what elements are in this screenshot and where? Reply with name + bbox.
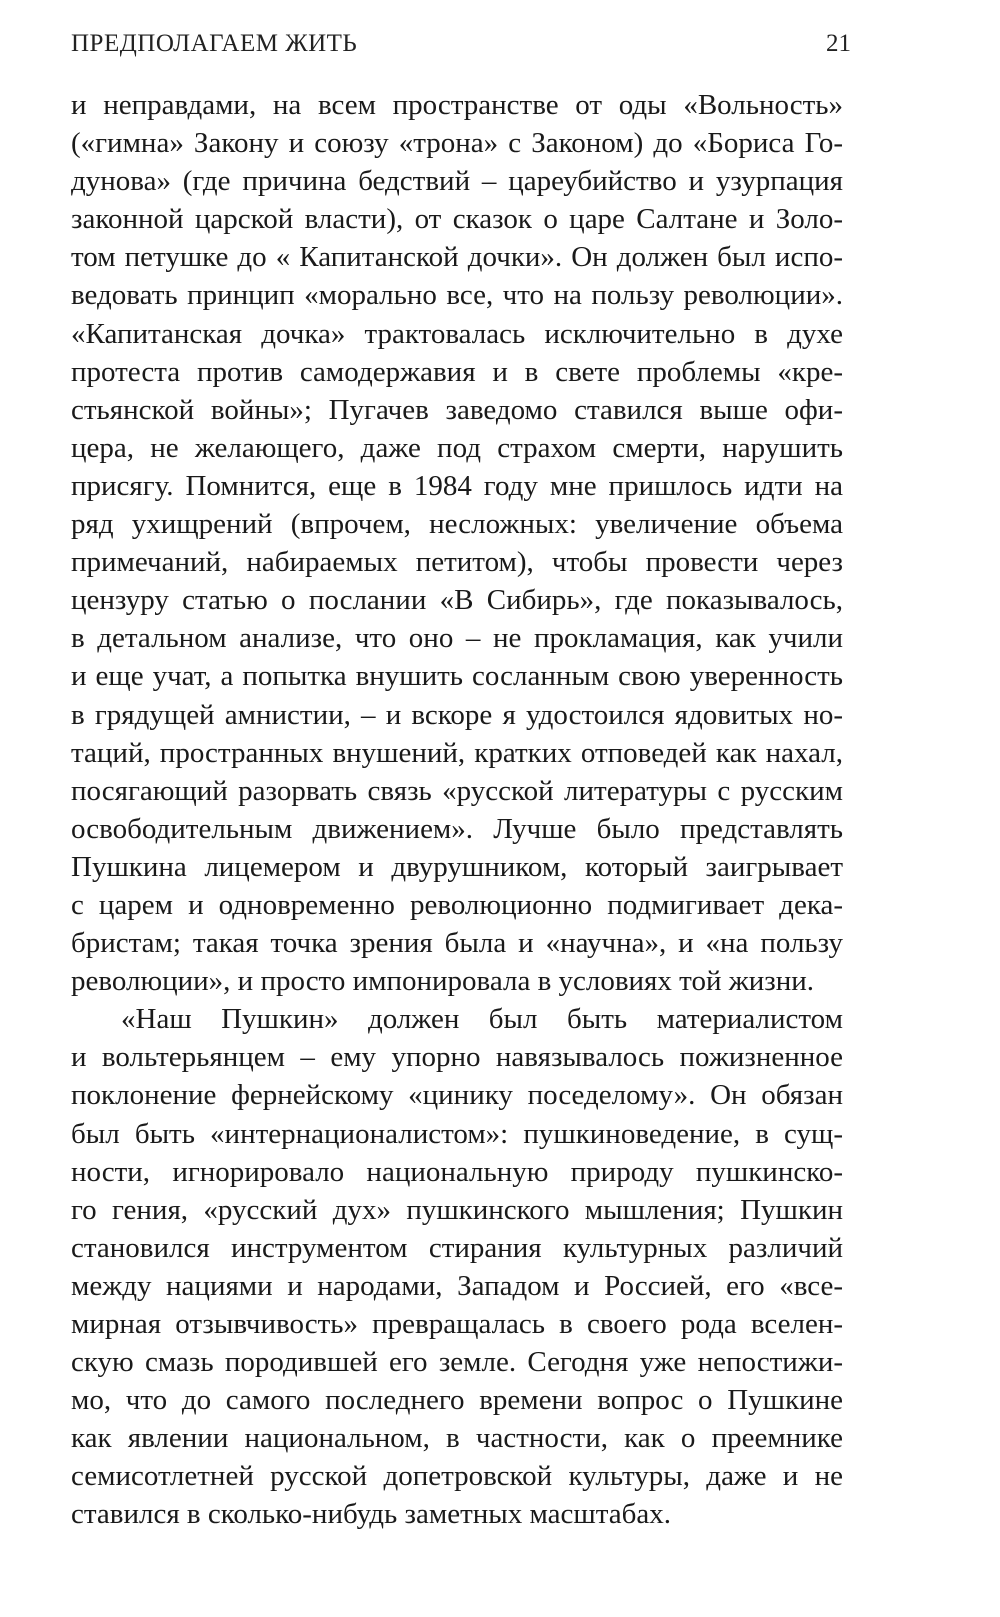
text-line: ности, игнорировало национальную природу пушкинско- (71, 1155, 843, 1188)
text-line: бристам; такая точка зрения была и «научна», и «на пользу (71, 927, 843, 960)
text-line: скую смазь породившей его земле. Сегодня уже непостижи- (71, 1346, 843, 1379)
text-line: «Наш Пушкин» должен был быть материалистом (121, 1003, 843, 1036)
text-line: ведовать принцип «морально все, что на пользу революции». (71, 279, 843, 312)
text-line: ряд ухищрений (впрочем, несложных: увеличение объема (71, 508, 843, 541)
text-line: ставился в сколько-нибудь заметных масштабах. (71, 1498, 672, 1531)
text-line: законной царской власти), от сказок о царе Салтане и Золо- (71, 203, 843, 236)
text-line: с царем и одновременно революционно подмигивает дека- (71, 888, 843, 921)
body-text (71, 86, 843, 1534)
paragraph (71, 86, 843, 1000)
text-line: мо, что до самого последнего времени вопрос о Пушкине (71, 1384, 843, 1417)
text-line: как явлении национальном, в частности, как о преемнике (71, 1422, 843, 1455)
text-line: семисотлетней русской допетровской культуры, даже и не (71, 1460, 843, 1493)
text-line: цера, не желающего, даже под страхом смерти, нарушить (71, 431, 843, 464)
running-title: ПРЕДПОЛАГАЕМ ЖИТЬ (71, 30, 358, 57)
paragraph (71, 1000, 843, 1533)
text-line: протеста против самодержавия и в свете проблемы «кре- (71, 355, 843, 388)
text-line: поклонение фернейскому «цинику поседелому». Он обязан (71, 1079, 843, 1112)
text-line: присягу. Помнится, еще в 1984 году мне пришлось идти на (71, 469, 843, 502)
text-line: революции», и просто импонировала в условиях той жизни. (71, 965, 815, 998)
text-line: том петушке до « Капитанской дочки». Он должен был испо- (71, 241, 843, 274)
text-line: Пушкина лицемером и двурушником, который заигрывает (71, 850, 843, 883)
text-line: в детальном анализе, что оно – не прокламация, как учили (71, 622, 843, 655)
text-line: освободительным движением». Лучше было представлять (71, 812, 843, 845)
text-line: и еще учат, а попытка внушить сосланным свою уверенность (71, 660, 843, 693)
text-line: между нациями и народами, Западом и Россией, его «все- (71, 1269, 843, 1302)
text-line: дунова» (где причина бедствий – цареубийство и узурпация (71, 165, 843, 198)
text-line: посягающий разорвать связь «русской литературы с русским (71, 774, 843, 807)
text-line: мирная отзывчивость» превращалась в своего рода вселен- (71, 1308, 843, 1340)
text-line: был быть «интернационалистом»: пушкиноведение, в сущ- (71, 1117, 843, 1150)
text-line: стьянской войны»; Пугачев заведомо ставился выше офи- (71, 393, 843, 426)
text-line: и вольтерьянцем – ему упорно навязывалось пожизненное (71, 1041, 843, 1074)
running-head (71, 30, 851, 70)
text-line: и неправдами, на всем пространстве от оды «Вольность» (71, 89, 843, 121)
text-line: примечаний, набираемых петитом), чтобы провести через (71, 546, 843, 579)
text-line: «Капитанская дочка» трактовалась исключительно в духе (71, 317, 843, 350)
page-number: 21 (826, 30, 851, 57)
text-line: го гения, «русский дух» пушкинского мышления; Пушкин (71, 1193, 843, 1226)
text-line: цензуру статью о послании «В Сибирь», где показывалось, (71, 584, 843, 617)
text-line: таций, пространных внушений, кратких отповедей как нахал, (71, 736, 843, 769)
text-line: становился инструментом стирания культурных различий (71, 1231, 843, 1264)
text-line: («гимна» Закону и союзу «трона» с Законом) до «Бориса Го- (71, 127, 843, 160)
text-line: в грядущей амнистии, – и вскоре я удостоился ядовитых но- (71, 698, 843, 731)
